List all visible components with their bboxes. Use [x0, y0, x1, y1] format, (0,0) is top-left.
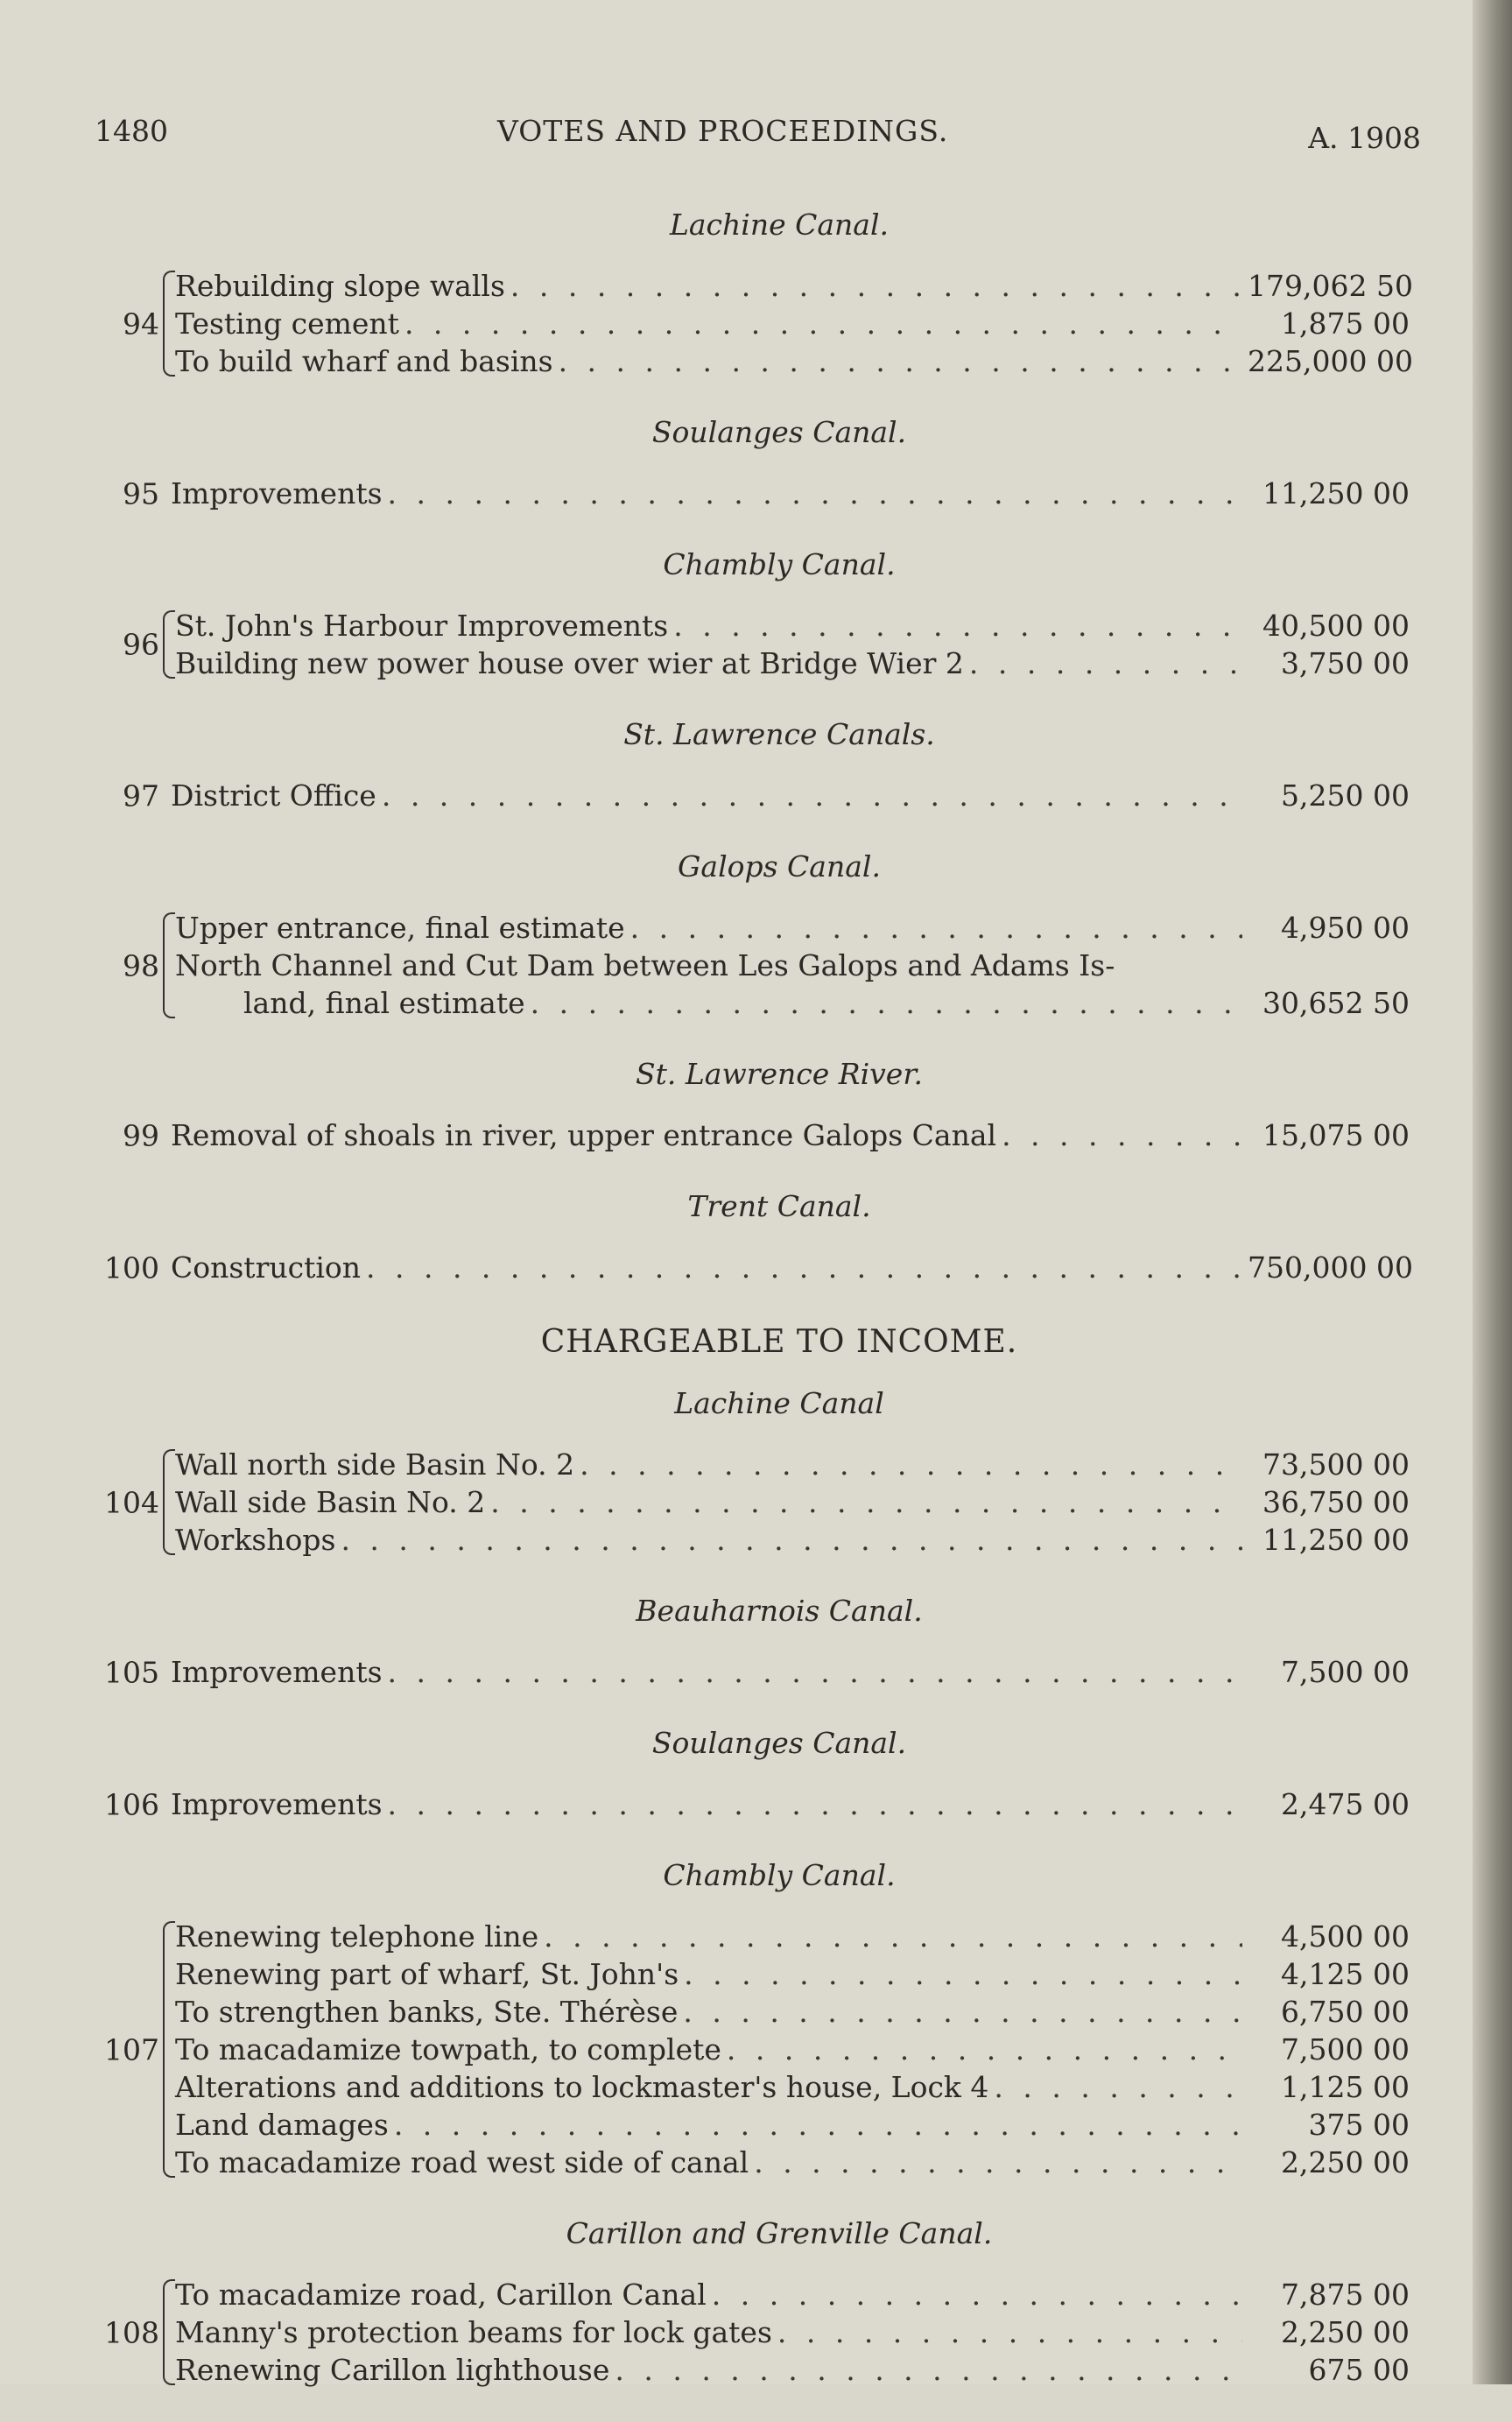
line-item: [175, 1446, 1418, 1483]
dot-leader: [404, 305, 1242, 342]
section-title: Soulanges Canal.: [651, 415, 907, 449]
brace: [163, 610, 175, 679]
section-title: Soulanges Canal.: [651, 1726, 907, 1760]
item-amount: 225,000 00: [1248, 344, 1413, 378]
item-label: Building new power house over wier at Bridge Wier 2: [175, 646, 964, 680]
line-item: [175, 2351, 1418, 2389]
item-amount: 2,250 00: [1281, 2315, 1410, 2349]
vote-group: [88, 1446, 1418, 1559]
item-label: Alterations and additions to lockmaster's house, Lock 4: [175, 2070, 989, 2104]
item-label: Rebuilding slope walls: [175, 269, 505, 303]
item-label: To macadamize towpath, to complete: [175, 2032, 721, 2066]
page-number: 1480: [95, 114, 168, 148]
item-label: To build wharf and basins: [175, 344, 553, 378]
line-item: [171, 1116, 1418, 1154]
vote-number: 108: [104, 2315, 159, 2349]
dot-leader: [683, 1993, 1242, 2031]
item-amount: 7,500 00: [1281, 1655, 1410, 1689]
section-title: Beauharnois Canal.: [636, 1594, 923, 1628]
dot-leader: [684, 1955, 1242, 1993]
item-amount: 5,250 00: [1281, 778, 1410, 813]
section-title: Lachine Canal: [674, 1386, 884, 1420]
item-amount: 11,250 00: [1262, 1523, 1410, 1557]
dot-leader: [1002, 1116, 1242, 1154]
dot-leader: [777, 2313, 1242, 2351]
line-item: [175, 2276, 1418, 2313]
item-amount: 40,500 00: [1262, 609, 1410, 643]
dot-leader: [544, 1918, 1242, 1955]
item-amount: 179,062 50: [1248, 269, 1413, 303]
item-label: North Channel and Cut Dam between Les Galops and Adams Is-: [175, 948, 1115, 982]
chargeable-heading: CHARGEABLE TO INCOME.: [540, 1324, 1018, 1360]
item-amount: 4,500 00: [1281, 1919, 1410, 1954]
line-item: [175, 1521, 1418, 1559]
brace: [163, 1921, 175, 2178]
vote-number: 96: [123, 627, 159, 662]
item-amount: 11,250 00: [1262, 476, 1410, 510]
dot-leader: [994, 2068, 1242, 2106]
line-item: [175, 909, 1418, 947]
vote-group: [88, 1653, 1418, 1691]
vote-number: 94: [123, 306, 159, 341]
session-year: A. 1908: [1308, 121, 1421, 155]
brace: [163, 912, 175, 1018]
vote-group: [88, 777, 1418, 814]
line-item: [175, 644, 1418, 682]
line-item: [175, 2068, 1418, 2106]
line-item: [175, 267, 1418, 305]
section-title: Galops Canal.: [678, 849, 881, 884]
line-item: [171, 1249, 1418, 1286]
dot-leader: [630, 909, 1242, 947]
running-title: VOTES AND PROCEEDINGS.: [497, 114, 949, 148]
item-label: Improvements: [171, 476, 383, 510]
estimates-list: [88, 206, 1418, 2422]
dot-leader: [388, 475, 1242, 512]
vote-group: [88, 267, 1418, 380]
line-item: [175, 2106, 1418, 2144]
line-item: [175, 947, 1418, 984]
item-label: Workshops: [175, 1523, 336, 1557]
line-item: [175, 1918, 1418, 1955]
vote-number: 104: [104, 1485, 159, 1519]
dot-leader: [510, 267, 1242, 305]
item-amount: 3,750 00: [1281, 646, 1410, 680]
dot-leader: [382, 777, 1242, 814]
item-label: Wall north side Basin No. 2: [175, 1447, 575, 1482]
item-label: Manny's protection beams for lock gates: [175, 2315, 772, 2349]
vote-number: 106: [104, 1787, 159, 1821]
section-title: Chambly Canal.: [663, 547, 896, 581]
dot-leader: [559, 342, 1242, 380]
dot-leader: [580, 1446, 1242, 1483]
vote-group: [88, 475, 1418, 512]
vote-group: [88, 1116, 1418, 1154]
vote-group: [88, 1249, 1418, 1286]
line-item: [175, 2144, 1418, 2181]
page-edge: [1473, 0, 1512, 2384]
item-amount: 1,875 00: [1281, 306, 1410, 341]
item-amount: 7,875 00: [1281, 2278, 1410, 2312]
vote-group: [88, 909, 1418, 1022]
item-label: Upper entrance, final estimate: [175, 911, 625, 945]
vote-number: 100: [104, 1250, 159, 1285]
dot-leader: [673, 607, 1242, 644]
item-label: Renewing telephone line: [175, 1919, 539, 1954]
vote-number: 97: [123, 778, 159, 813]
vote-number: 105: [104, 1655, 159, 1689]
item-amount: 1,125 00: [1281, 2070, 1410, 2104]
item-amount: 4,125 00: [1281, 1957, 1410, 1991]
dot-leader: [388, 1785, 1242, 1823]
item-amount: 6,750 00: [1281, 1995, 1410, 2029]
line-item: [175, 2031, 1418, 2068]
item-label: Renewing Carillon lighthouse: [175, 2353, 610, 2387]
item-label: land, final estimate: [243, 986, 525, 1020]
vote-group: [88, 607, 1418, 682]
line-item: [175, 1483, 1418, 1521]
brace: [163, 271, 175, 377]
item-label: District Office: [171, 778, 376, 813]
line-item: [175, 1955, 1418, 1993]
dot-leader: [490, 1483, 1242, 1521]
section-title: Lachine Canal.: [669, 208, 890, 242]
page-header: [95, 114, 1421, 158]
item-label: Land damages: [175, 2108, 389, 2142]
line-item: [175, 342, 1418, 380]
dot-leader: [712, 2276, 1242, 2313]
item-amount: 30,652 50: [1262, 986, 1410, 1020]
item-amount: 36,750 00: [1262, 1485, 1410, 1519]
line-item: [175, 1993, 1418, 2031]
vote-number: 95: [123, 476, 159, 510]
item-amount: 2,250 00: [1281, 2145, 1410, 2179]
dot-leader: [388, 1653, 1242, 1691]
brace: [163, 1449, 175, 1555]
item-amount: 375 00: [1308, 2108, 1410, 2142]
item-label: Construction: [171, 1250, 362, 1285]
vote-group: [88, 1785, 1418, 1823]
line-item: [175, 607, 1418, 644]
item-label: To macadamize road west side of canal: [175, 2145, 749, 2179]
item-amount: 73,500 00: [1262, 1447, 1410, 1482]
item-label: Improvements: [171, 1787, 383, 1821]
item-label: To macadamize road, Carillon Canal: [175, 2278, 707, 2312]
item-amount: 2,475 00: [1281, 1787, 1410, 1821]
line-item: [171, 1653, 1418, 1691]
dot-leader: [727, 2031, 1242, 2068]
item-label: St. John's Harbour Improvements: [175, 609, 669, 643]
vote-group: [88, 1918, 1418, 2181]
item-amount: 7,500 00: [1281, 2032, 1410, 2066]
item-label: Testing cement: [175, 306, 399, 341]
vote-number: 107: [104, 2032, 159, 2066]
item-amount: 750,000 00: [1248, 1250, 1413, 1285]
dot-leader: [394, 2106, 1242, 2144]
dot-leader: [366, 1249, 1242, 1286]
line-item: [171, 1785, 1418, 1823]
item-label: Renewing part of wharf, St. John's: [175, 1957, 679, 1991]
vote-number: 98: [123, 948, 159, 982]
dot-leader: [341, 1521, 1242, 1559]
item-label: To strengthen banks, Ste. Thérèse: [175, 1995, 679, 2029]
item-amount: 4,950 00: [1281, 911, 1410, 945]
item-label: Wall side Basin No. 2: [175, 1485, 486, 1519]
section-title: St. Lawrence Canals.: [623, 717, 935, 751]
section-title: Chambly Canal.: [663, 1858, 896, 1892]
line-item: [175, 305, 1418, 342]
section-title: Trent Canal.: [687, 1189, 871, 1223]
section-title: Carillon and Grenville Canal.: [566, 2216, 993, 2250]
item-label: Removal of shoals in river, upper entrance Galops Canal: [171, 1118, 997, 1152]
dot-leader: [531, 984, 1242, 1022]
vote-number: 99: [123, 1118, 159, 1152]
vote-group: [88, 2276, 1418, 2389]
brace: [163, 2279, 175, 2385]
line-item: [175, 984, 1418, 1022]
dot-leader: [754, 2144, 1242, 2181]
dot-leader: [615, 2351, 1242, 2389]
line-item: [171, 777, 1418, 814]
line-item: [175, 2313, 1418, 2351]
item-amount: 675 00: [1308, 2353, 1410, 2387]
dot-leader: [969, 644, 1242, 682]
line-item: [171, 475, 1418, 512]
item-label: Improvements: [171, 1655, 383, 1689]
section-title: St. Lawrence River.: [636, 1057, 923, 1091]
item-amount: 15,075 00: [1262, 1118, 1410, 1152]
